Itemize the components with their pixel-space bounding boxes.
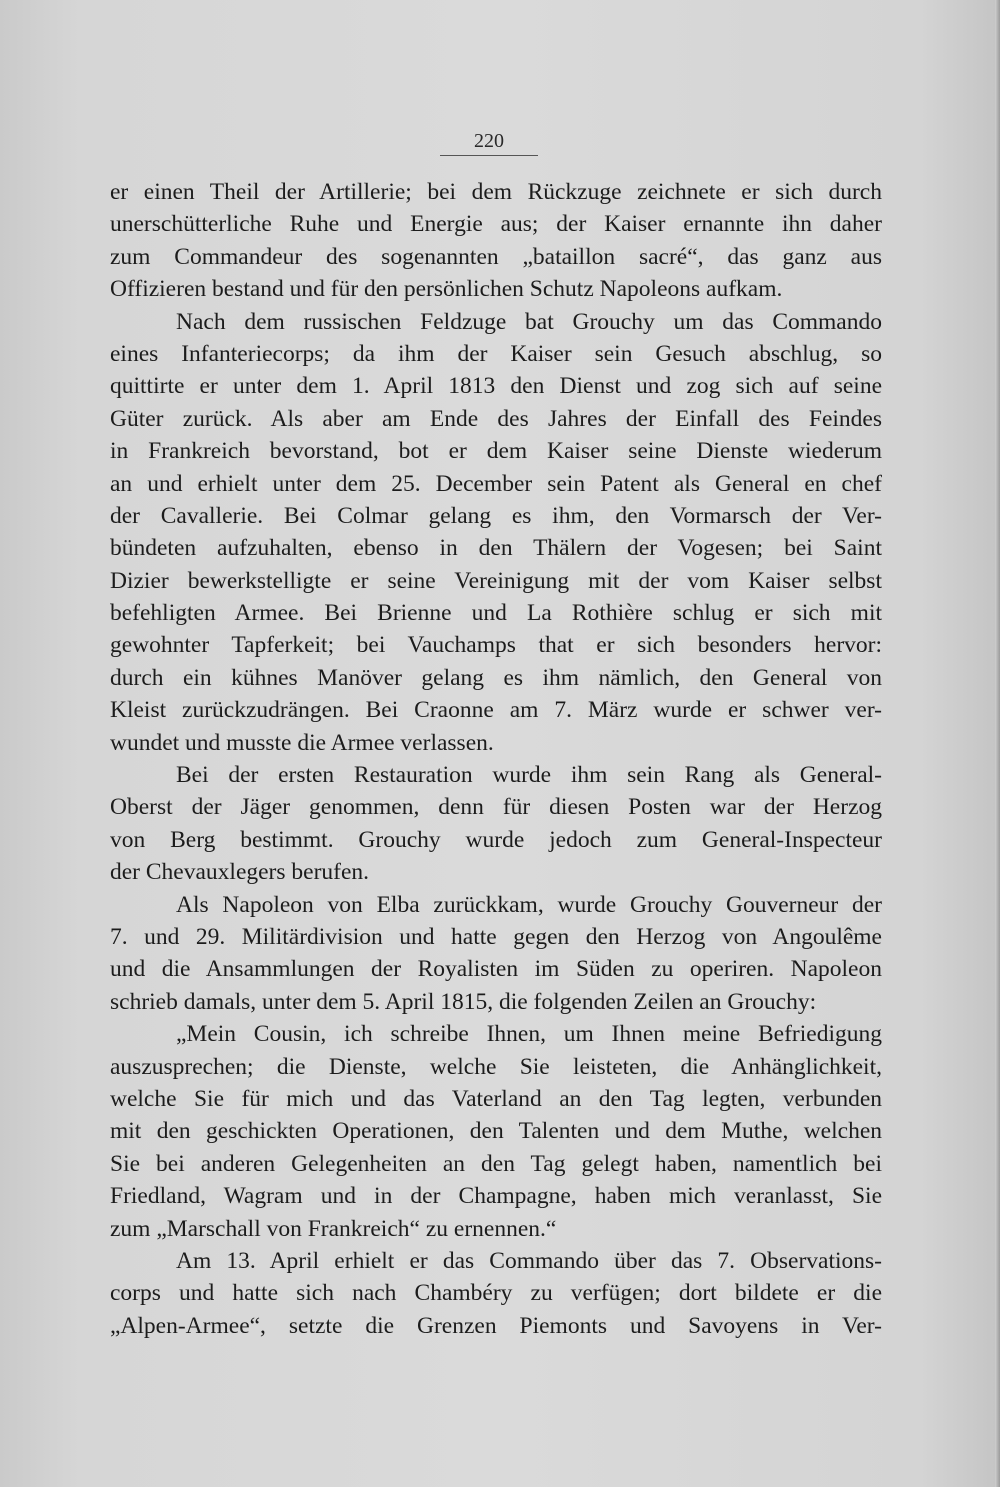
text-line: und die Ansammlungen der Royalisten im Süden zu operiren. Napoleon: [110, 956, 882, 983]
text-line: durch ein kühnes Manöver gelang es ihm nämlich, den General von: [110, 664, 882, 691]
text-line: corps und hatte sich nach Chambéry zu verfügen; dort bildete er die: [110, 1280, 882, 1307]
text-line: eines Infanteriecorps; da ihm der Kaiser sein Gesuch abschlug, so: [110, 340, 882, 367]
text-line: er einen Theil der Artillerie; bei dem Rückzuge zeichnete er sich durch: [110, 179, 882, 205]
text-line: von Berg bestimmt. Grouchy wurde jedoch zum General-Inspecteur: [110, 826, 882, 853]
text-line: unerschütterliche Ruhe und Energie aus; der Kaiser ernannte ihn daher: [110, 211, 882, 238]
text-line: Sie bei anderen Gelegenheiten an den Tag gelegt haben, namentlich bei: [110, 1150, 882, 1177]
text-line: zum Commandeur des sogenannten „bataillon sacré“, das ganz aus: [110, 243, 882, 270]
text-line: „Alpen-Armee“, setzte die Grenzen Piemonts und Savoyens in Ver-: [110, 1312, 882, 1339]
text-line: bündeten aufzuhalten, ebenso in den Thälern der Vogesen; bei Saint: [110, 535, 882, 562]
text-line: auszusprechen; die Dienste, welche Sie leisteten, die Anhänglichkeit,: [110, 1053, 882, 1080]
text-line: in Frankreich bevorstand, bot er dem Kaiser seine Dienste wiederum: [110, 438, 882, 465]
text-line: Kleist zurückzudrängen. Bei Craonne am 7. März wurde er schwer ver-: [110, 697, 882, 724]
text-line: an und erhielt unter dem 25. December sein Patent als General en chef: [110, 470, 882, 497]
text-line: zum „Marschall von Frankreich“ zu ernennen.“: [110, 1215, 557, 1242]
text-line: Am 13. April erhielt er das Commando über das 7. Observations-: [176, 1247, 882, 1274]
text-line: der Chevauxlegers berufen.: [110, 859, 370, 886]
text-line: 7. und 29. Militärdivision und hatte gegen den Herzog von Angoulême: [110, 923, 882, 950]
text-line: Oberst der Jäger genommen, denn für diesen Posten war der Herzog: [110, 794, 882, 821]
text-line: Nach dem russischen Feldzuge bat Grouchy um das Commando: [176, 308, 882, 335]
text-line: quittirte er unter dem 1. April 1813 den Dienst und zog sich auf seine: [110, 373, 882, 400]
text-line: Friedland, Wagram und in der Champagne, haben mich veranlasst, Sie: [110, 1183, 882, 1210]
text-line: schrieb damals, unter dem 5. April 1815, die folgenden Zeilen an Grouchy:: [110, 988, 817, 1015]
page-number: 220: [440, 130, 538, 156]
text-line: mit den geschickten Operationen, den Talenten und dem Muthe, welchen: [110, 1118, 882, 1145]
text-line: gewohnter Tapferkeit; bei Vauchamps that er sich besonders hervor:: [110, 632, 882, 659]
text-line: welche Sie für mich und das Vaterland an den Tag legten, verbunden: [110, 1085, 882, 1112]
text-line: Als Napoleon von Elba zurückkam, wurde Grouchy Gouverneur der: [176, 891, 882, 918]
text-line: „Mein Cousin, ich schreibe Ihnen, um Ihnen meine Befriedigung: [176, 1021, 882, 1048]
text-line: wundet und musste die Armee verlassen.: [110, 729, 494, 756]
page-edge-shadow: [995, 0, 1000, 1487]
text-line: befehligten Armee. Bei Brienne und La Rothière schlug er sich mit: [110, 600, 882, 627]
text-line: Bei der ersten Restauration wurde ihm sein Rang als General-: [176, 762, 882, 789]
text-line: Dizier bewerkstelligte er seine Vereinigung mit der vom Kaiser selbst: [110, 567, 882, 594]
text-line: Güter zurück. Als aber am Ende des Jahres der Einfall des Feindes: [110, 405, 882, 432]
text-line: der Cavallerie. Bei Colmar gelang es ihm, den Vormarsch der Ver-: [110, 502, 882, 529]
body-text: [110, 176, 882, 1342]
text-line: Offizieren bestand und für den persönlichen Schutz Napoleons aufkam.: [110, 276, 783, 303]
